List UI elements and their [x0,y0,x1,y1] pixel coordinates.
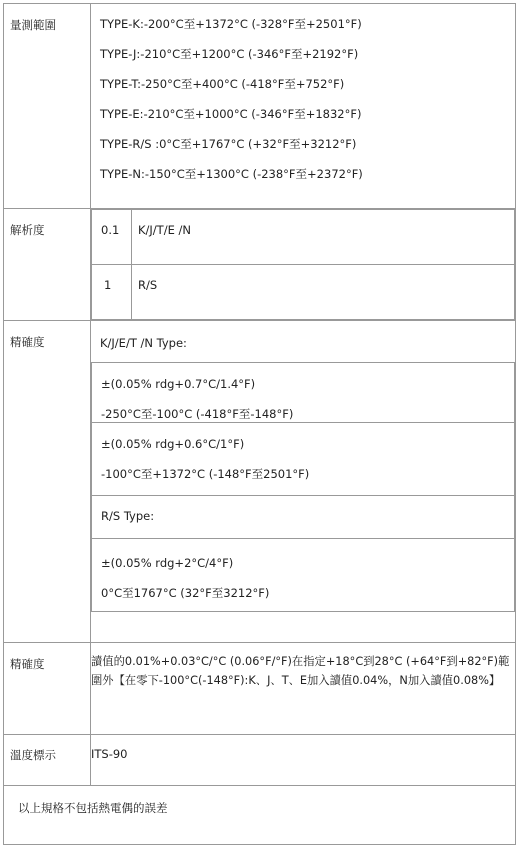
accuracy-formula: ±(0.05% rdg+0.6°C/1°F) [101,437,245,451]
resolution-row-0 [92,210,515,265]
resolution-row [4,209,516,321]
accuracy-range: 0°C至1767°C (32°F至3212°F) [101,586,270,600]
accuracy-row [4,321,516,643]
accuracy-label: 精確度 [4,321,91,643]
resolution-table [91,209,515,320]
resolution-value: 0.1 [92,210,132,265]
range-label: 量測範圍 [4,4,91,209]
range-line-rs: TYPE-R/S :0°C至+1767°C (+32°F至+3212°F) [100,137,357,151]
note-text: 以上規格不包括熱電偶的誤差 [4,786,516,845]
spec-table [3,3,516,845]
accuracy2-text: 讀值的0.01%+0.03°C/°C (0.06°F/°F)在指定+18°C到28°C (+64°F到+82°F)範圍外【在零下-100°C(-148°F):K、J、T、E加入讀值0.04%，N加入讀值0.08%】 [91,643,516,735]
resolution-label: 解析度 [4,209,91,321]
range-line-j: TYPE-J:-210°C至+1200°C (-346°F至+2192°F) [100,47,359,61]
accuracy-formula: ±(0.05% rdg+0.7°C/1.4°F) [101,377,256,391]
accuracy2-label: 精確度 [4,643,91,735]
resolution-row-1 [92,265,515,320]
accuracy-block-2 [91,423,515,496]
accuracy-block-1 [91,362,515,423]
accuracy-range: -100°C至+1372°C (-148°F至2501°F) [101,467,310,481]
rs-type-header: R/S Type: [91,496,515,539]
range-line-k: TYPE-K:-200°C至+1372°C (-328°F至+2501°F) [100,17,362,31]
accuracy2-row [4,643,516,735]
note-row [4,786,516,845]
range-values [91,4,516,209]
scale-row [4,735,516,786]
accuracy-formula: ±(0.05% rdg+2°C/4°F) [101,556,234,570]
range-line-t: TYPE-T:-250°C至+400°C (-418°F至+752°F) [100,77,345,91]
accuracy-block-3 [91,539,515,612]
scale-value: ITS-90 [91,735,516,786]
resolution-types: R/S [132,265,515,320]
scale-label: 溫度標示 [4,735,91,786]
accuracy-range: -250°C至-100°C (-418°F至-148°F) [101,407,294,421]
range-row [4,4,516,209]
kjetn-type-header: K/J/E/T /N Type: [100,336,187,350]
range-line-e: TYPE-E:-210°C至+1000°C (-346°F至+1832°F) [100,107,362,121]
resolution-types: K/J/T/E /N [132,210,515,265]
resolution-value: 1 [92,265,132,320]
range-line-n: TYPE-N:-150°C至+1300°C (-238°F至+2372°F) [100,167,363,181]
